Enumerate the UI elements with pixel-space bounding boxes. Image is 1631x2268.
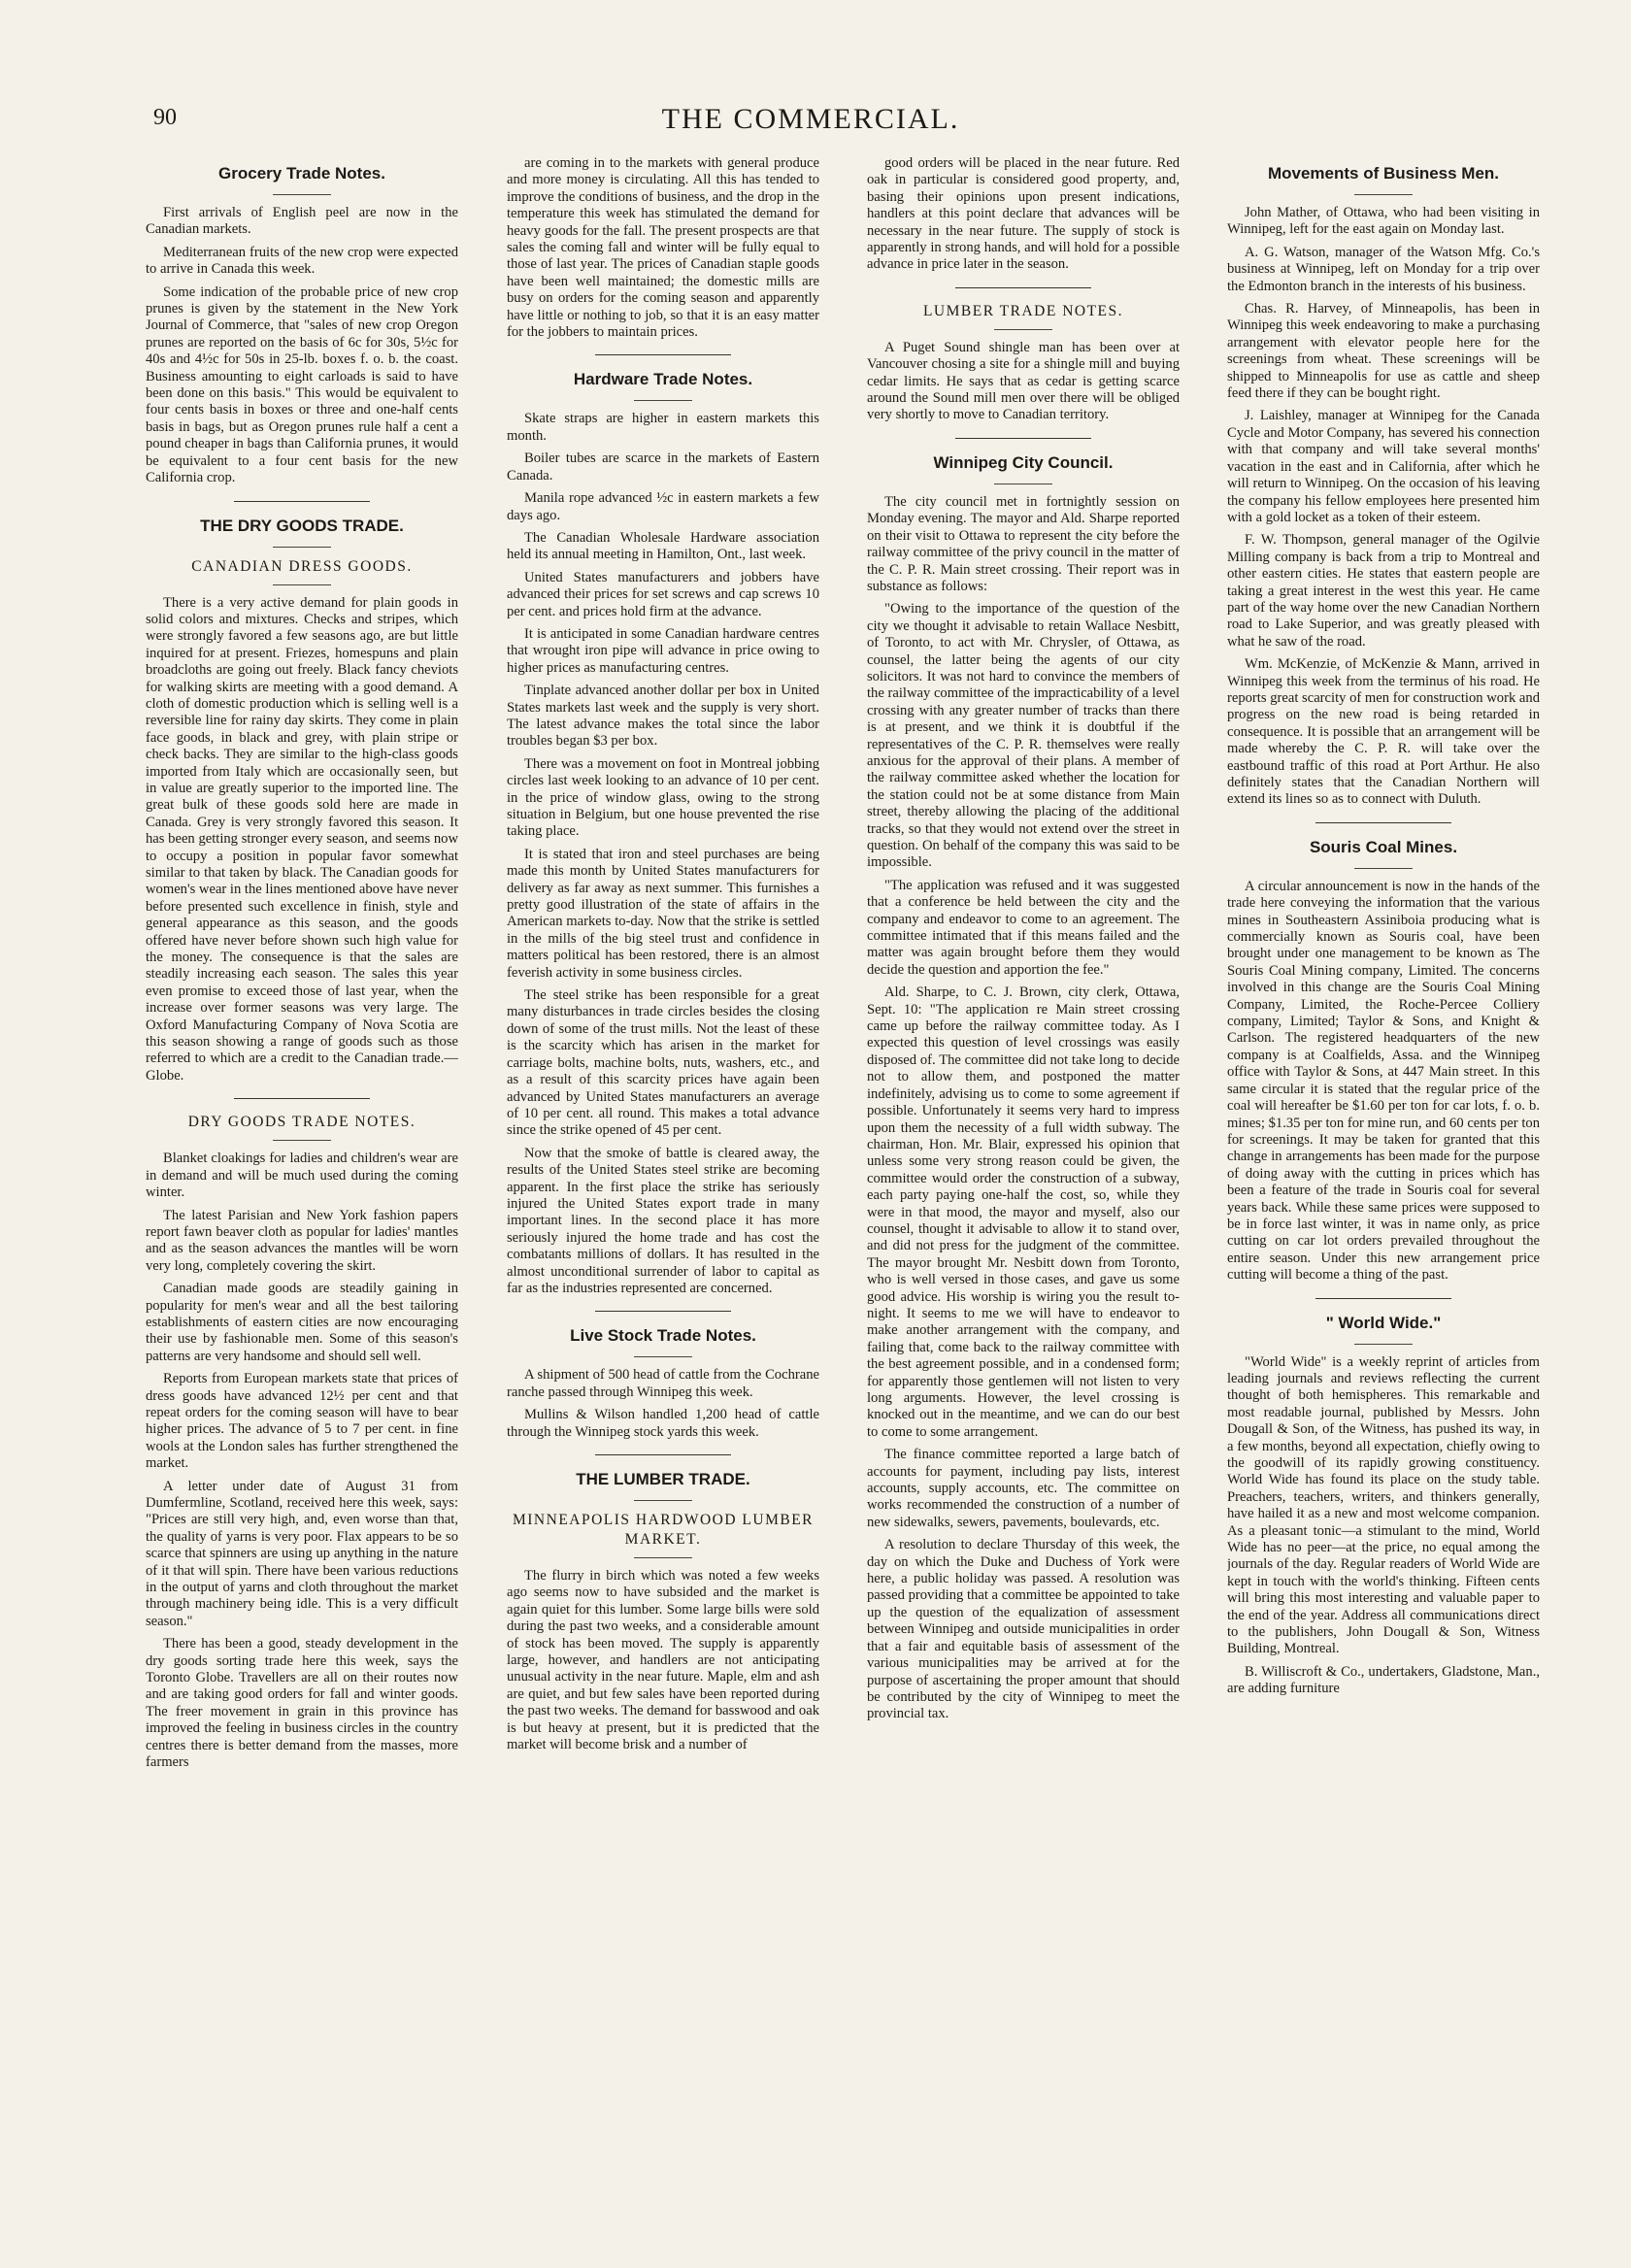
article-paragraph: Mullins & Wilson handled 1,200 head of cattle through the Winnipeg stock yards this week. (507, 1407, 819, 1440)
article-section (1227, 163, 1540, 809)
article-paragraph: First arrivals of English peel are now in the Canadian markets. (146, 205, 458, 238)
article-paragraph: Ald. Sharpe, to C. J. Brown, city clerk, Ottawa, Sept. 10: "The application re Main street crossing came up before the railway committee today. As I expected this question of level crossings was easily disposed of. The committee did not take long to decide not to allow them, and postponed the matter indefinitely, advising us to come to some agreement if possible. Unfortunately it seems very hard to impress upon them the necessity of a full width subway. The chairman, Hon. Mr. Blair, expressed his opinion that unless some very strong reason could be given, the committee would order the construction of a subway, each party paying one-half the cost, so, while they were in that mood, the mayor and myself, also our counsel, thought it advisable to allow it to stand over, and did not press for the judgment of the committee. The mayor brought Mr. Nesbitt down from Toronto, who is well versed in those cases, and gave us some good advice. His worship is wiring you the result to-night. It seems to me we will have to endeavor to make another arrangement with the company, and failing that, come back to the railway committee with the best agreement possible, and in a condensed form; for apparently those gentlemen will not listen to very long arguments. However, the level crossing is knocked out in the meantime, and we can do our best to come to some arrangement. (867, 984, 1180, 1440)
article-paragraph: F. W. Thompson, general manager of the Ogilvie Milling company is back from a trip to Montreal and other eastern cities. He states that eastern people are taking a great interest in the west this year. He came part of the way home over the new Canadian Northern road to Lake Superior, and was greatly pleased with what he saw of the road. (1227, 532, 1540, 650)
article-paragraph: A Puget Sound shingle man has been over at Vancouver chosing a site for a shingle mill and buying cedar limits. He says that as cedar is getting scarce around the Sound mill men over there will be obliged very shortly to move to Canadian territory. (867, 339, 1180, 423)
article-paragraph: Some indication of the probable price of new crop prunes is given by the statement in the New York Journal of Commerce, that "sales of new crop Oregon prunes are reported on the basis of 6c for 30s, 5½c for 40s and 4½c for 50s in 25-lb. boxes f. o. b. the coast. Business amounting to eight carloads is said to have been done on this basis." This would be equivalent to four cents basis in boxes or three and one-half cents basis in bags, but as Oregon prunes rule half a cent a pound cheaper in bags than California prunes, it would be equivalent to a four cent basis for the new California crop. (146, 284, 458, 486)
article-paragraph: The Canadian Wholesale Hardware association held its annual meeting in Hamilton, Ont., last week. (507, 529, 819, 563)
article-heading: Souris Coal Mines. (1309, 837, 1458, 856)
article-paragraph: Now that the smoke of battle is cleared away, the results of the United States steel strike are becoming apparent. In the first place the strike has seriously injured the United States export trade in many important lines. In the second place it has more seriously injured the home trade and has cost the combatants millions of dollars. It has resulted in the almost unconditional surrender of labor to capital as far as the industries represented are concerned. (507, 1145, 819, 1296)
article-heading: " World Wide." (1325, 1313, 1442, 1332)
section-divider (595, 1454, 731, 1455)
article-section (507, 155, 819, 341)
heading-rule (273, 547, 331, 548)
article-paragraph: It is anticipated in some Canadian hardware centres that wrought iron pipe will advance in price owing to higher prices as manufacturing centres. (507, 625, 819, 676)
section-divider (955, 287, 1091, 288)
subheading-rule (634, 1557, 692, 1558)
article-paragraph: Tinplate advanced another dollar per box in United States markets last week and the supply is very short. The latest advance makes the total since the labor troubles began $3 per box. (507, 683, 819, 750)
section-divider (1315, 822, 1451, 823)
article-paragraph: Wm. McKenzie, of McKenzie & Mann, arrived in Winnipeg this week from the terminus of his road. He reports great scarcity of men for construction work and progress on the new road is being retarded in consequence. It is possible that an arrangement will be made whereby the C. P. R. will take over the eastbound traffic of this road at Port Arthur. He also definitely states that the Canadian Northern will extend its lines so as to connect with Duluth. (1227, 656, 1540, 808)
article-section (507, 1311, 819, 1441)
article-subheading: LUMBER TRADE NOTES. (922, 302, 1124, 319)
article-paragraph: A letter under date of August 31 from Dumfermline, Scotland, received here this week, says: "Prices are still very high, and, even worse than that, the quality of yarns is very poor. Flax appears to be so scarce that spinners are using up anything in the nature of it that will spin. There have been various reductions in the output of yarns and cloth throughout the market through machinery being idle. This is a very difficult season." (146, 1478, 458, 1629)
article-paragraph: Canadian made goods are steadily gaining in popularity for men's wear and all the best tailoring establishments of eastern cities are now encouraging their use by fashionable men. Some of this season's patterns are very handsome and should sell well. (146, 1281, 458, 1364)
article-paragraph: Skate straps are higher in eastern markets this month. (507, 411, 819, 444)
article-section (867, 155, 1180, 274)
article-section (1227, 822, 1540, 1284)
subheading-rule (273, 1140, 331, 1141)
article-paragraph: Blanket cloakings for ladies and children's wear are in demand and will be much used during the coming winter. (146, 1151, 458, 1201)
article-subheading: DRY GOODS TRADE NOTES. (187, 1114, 416, 1131)
column-3 (867, 155, 1180, 2233)
article-section (146, 501, 458, 1085)
article-subheading: CANADIAN DRESS GOODS. (191, 557, 413, 575)
article-paragraph: B. Williscroft & Co., undertakers, Gladstone, Man., are adding furniture (1227, 1663, 1540, 1697)
heading-rule (634, 400, 692, 401)
article-heading: Winnipeg City Council. (933, 452, 1114, 472)
article-paragraph: Boiler tubes are scarce in the markets of Eastern Canada. (507, 450, 819, 484)
column-4 (1227, 155, 1540, 2233)
heading-rule (1354, 1344, 1413, 1345)
article-paragraph: There is a very active demand for plain goods in solid colors and mixtures. Checks and stripes, which were strongly favored a few seasons ago, are but little inquired for at present. Friezes, homespuns and plain broadcloths are going out freely. Black fancy cheviots for walking skirts are meeting with a good demand. A cloth of domestic production which is selling well is a reversible line for rainy day skirts. They come in plain face goods, in black and grey, with plain stripe or check backs. They are similar to the high-class goods imported from Italy which are occasionally seen, but in value are greatly superior to the imported line. The great bulk of these goods sold here are made in Canada. Grey is very strongly favored this season. It has been getting stronger every season, and seems now to occupy a position in popular favor somewhat similar to that taken by black. The Canadian goods for women's wear in the lines mentioned above have never before presented such excellence in finish, style and general appearance as this season, and the goods offered have never before shown such high value for the money. The consequence is that the sales are steadily increasing each season. The sales this year even promise to exceed those of last year, when the increase over former seasons was very large. The Oxford Manufacturing Company of Nova Scotia are this season showing a range of goods such as those referred to which are a credit to the Canadian trade.—Globe. (146, 594, 458, 1084)
article-paragraph: A. G. Watson, manager of the Watson Mfg. Co.'s business at Winnipeg, left on Monday for a trip over the Edmonton branch in the interests of his business. (1227, 244, 1540, 294)
article-heading: THE DRY GOODS TRADE. (200, 516, 404, 535)
article-paragraph: It is stated that iron and steel purchases are being made this month by United States manufacturers for delivery as far away as next summer. This furnishes a pretty good illustration of the state of affairs in the American markets to-day. Now that the strike is settled in the mills of the big steel trust and confidence in matters political has been restored, there is an almost feverish activity in some business circles. (507, 846, 819, 981)
heading-rule (634, 1356, 692, 1357)
article-paragraph: Manila rope advanced ½c in eastern markets a few days ago. (507, 490, 819, 523)
section-divider (595, 354, 731, 355)
article-section (867, 287, 1180, 424)
article-paragraph: A shipment of 500 head of cattle from the Cochrane ranche passed through Winnipeg this week. (507, 1367, 819, 1400)
section-divider (234, 1098, 370, 1099)
page-number: 90 (153, 105, 177, 130)
article-paragraph: There was a movement on foot in Montreal jobbing circles last week looking to an advance of 10 per cent. in the price of window glass, owing to the strong situation in Belgium, but one house prevented the rise taking place. (507, 755, 819, 840)
column-1 (146, 155, 458, 2233)
heading-rule (1354, 868, 1413, 869)
subheading-rule (273, 584, 331, 585)
article-paragraph: good orders will be placed in the near future. Red oak in particular is considered good property, and, basing their opinions upon present indications, handlers at this point declare that advances will be necessary in the near future. The supply of stock is apparently in strong hands, and will hold for a possible advance in price later in the season. (867, 155, 1180, 273)
section-divider (595, 1311, 731, 1312)
article-paragraph: John Mather, of Ottawa, who had been visiting in Winnipeg, left for the east again on Monday last. (1227, 205, 1540, 238)
article-paragraph: The city council met in fortnightly session on Monday evening. The mayor and Ald. Sharpe reported on their visit to Ottawa to represent the city before the railway committee of the privy council in the matter of the C. P. R. Main street crossing. Their report was in substance as follows: (867, 493, 1180, 594)
article-paragraph: J. Laishley, manager at Winnipeg for the Canada Cycle and Motor Company, has severed his connection with that company and will take several months' vacation in the east and in California, after which he will return to Winnipeg. On the occasion of his leaving the company his fellow employees here presented him with a gold locket as a token of their esteem. (1227, 408, 1540, 525)
article-paragraph: "Owing to the importance of the question of the city we thought it advisable to retain Wallace Nesbitt, of Toronto, to act with Mr. Chrysler, of Ottawa, as counsel, the latter being the agents of our city solicitors. It was not hard to convince the members of the railway committee of the impracticability of a level crossing with any greater number of tracks than there is at present, and we think it is doubtful if the representatives of the C. P. R. themselves were really anxious for the approval of their plans. A member of the railway committee asked whether the location for the station could not be at some distance from Main street, thereby allowing the placing of the additional tracks, so that they would not extend over the street in question. On behalf of the company this was said to be impossible. (867, 601, 1180, 871)
article-heading: Grocery Trade Notes. (218, 164, 385, 183)
column-2 (507, 155, 819, 2233)
article-paragraph: Chas. R. Harvey, of Minneapolis, has been in Winnipeg this week endeavoring to make a purchasing arrangement with elevator people here for the screenings from wheat. These screenings will be shipped to Minneapolis for use as cattle and sheep feed there if they can be bought right. (1227, 301, 1540, 402)
article-subheading: MINNEAPOLIS HARDWOOD LUMBER MARKET. (512, 1512, 815, 1548)
article-paragraph: "World Wide" is a weekly reprint of articles from leading journals and reviews reflecting the current thought of both hemispheres. This remarkable and most readable journal, published by Messrs. John Dougall & Son, of the Witness, has pushed its way, in a few months, beyond all expectation, chiefly owing to the goodwill of its rapidly growing constituency. World Wide has found its place on the study table. Preachers, teachers, writers, and thinkers generally, have hailed it as a new and most welcome companion. As a pleasant tonic—a stimulant to the mind, World Wide has no peer—at the price, no equal among the journals of the day. Regular readers of World Wide are kept in touch with the world's thinking. Fifteen cents will bring this most interesting and valuable paper to the end of the year. Address all communications direct to the publishers, John Dougall & Son, Witness Building, Montreal. (1227, 1353, 1540, 1657)
article-section (507, 354, 819, 1297)
article-heading: Movements of Business Men. (1267, 164, 1500, 183)
article-paragraph: Mediterranean fruits of the new crop were expected to arrive in Canada this week. (146, 244, 458, 278)
article-paragraph: "The application was refused and it was suggested that a conference be held between the city and the company and endeavor to come to an agreement. The committee intimated that if this means failed and the matter was again brought before them they would decide the question and apportion the fee." (867, 877, 1180, 978)
article-paragraph: The finance committee reported a large batch of accounts for payment, including pay lists, interest accounts, supply accounts, etc. The committee on works recommended the construction of a number of new sidewalks, sewers, pavements, boulevards, etc. (867, 1447, 1180, 1530)
heading-rule (273, 194, 331, 195)
journal-title: THE COMMERCIAL. (661, 103, 960, 135)
article-paragraph: Reports from European markets state that prices of dress goods have advanced 12½ per cent and that repeat orders for the coming season will have to bear higher prices. The advance of 5 to 7 per cent. in fine wools at the London sales has further strengthened the market. (146, 1371, 458, 1472)
article-section (146, 163, 458, 487)
page-header (116, 105, 1505, 144)
article-heading: Hardware Trade Notes. (573, 370, 753, 389)
section-divider (234, 501, 370, 502)
subheading-rule (994, 329, 1052, 330)
section-divider (1315, 1298, 1451, 1299)
article-heading: Live Stock Trade Notes. (570, 1326, 756, 1346)
article-section (146, 1098, 458, 1771)
article-paragraph: The flurry in birch which was noted a few weeks ago seems now to have subsided and the market is again quiet for this lumber. Some large bills were sold during the past two weeks, and a considerable amount of stock has been moved. The supply is apparently large, however, and handlers are not anticipating unusual activity in the near future. Maple, elm and ash are quiet, and but few sales have been reported during the past two weeks. The demand for basswood and oak is but heavy at present, but it is predicted that the market will become brisk and a number of (507, 1568, 819, 1753)
section-divider (955, 438, 1091, 439)
article-section (1227, 1298, 1540, 1698)
article-paragraph: A resolution to declare Thursday of this week, the day on which the Duke and Duchess of York were here, a public holiday was passed. A resolution was passed providing that a committee be appointed to take up the question of the equalization of assessment between Winnipeg and outside municipalities in order that a fair and equitable basis of assessment of the various municipalities may be arrived at for the purpose of ascertaining the proper amount that should be contributed by the city of Winnipeg to meet the provincial tax. (867, 1537, 1180, 1722)
article-section (507, 1454, 819, 1753)
article-paragraph: The latest Parisian and New York fashion papers report fawn beaver cloth as popular for ladies' mantles and as the season advances the mantles will be worn very long, completely covering the skirt. (146, 1207, 458, 1274)
article-paragraph: United States manufacturers and jobbers have advanced their prices for set screws and cap screws 10 per cent. and prices hold firm at the advance. (507, 569, 819, 619)
article-section (867, 438, 1180, 1723)
heading-rule (634, 1500, 692, 1501)
article-paragraph: There has been a good, steady development in the dry goods sorting trade here this week, says the Toronto Globe. Travellers are all on their routes now and are taking good orders for fall and winter goods. The freer movement in grain in this province has improved the feeling in business circles in the country centres there is better demand from the masses, more farmers (146, 1636, 458, 1771)
heading-rule (1354, 194, 1413, 195)
article-heading: THE LUMBER TRADE. (576, 1470, 750, 1488)
article-paragraph: are coming in to the markets with general produce and more money is circulating. All this has tended to improve the conditions of business, and the drop in the temperature this week has stimulated the demand for heavy goods for the fall. The present prospects are that sales the coming fall and winter will be fully equal to those of last year. The prices of Canadian staple goods have been well maintained; the domestic mills are busy on orders for the coming season and apparently have little or nothing to job, so that it is an easy matter for the jobbers to maintain prices. (507, 155, 819, 341)
article-paragraph: A circular announcement is now in the hands of the trade here conveying the information that the various mines in Southeastern Assiniboia producing what is commercially known as Souris coal, have been brought under one management to be known as The Souris Coal Mining company, Limited. The concerns involved in this change are the Souris Coal Mining Company, Limited, the Roche-Percee Colliery company, Limited; Taylor & Sons, and Knight & Carlson. The registered headquarters of the new company is at Coalfields, Assa. and the Winnipeg office with Taylor & Sons, at 447 Main street. In this same circular it is stated that the regular price of the coal will hereafter be $1.60 per ton for car lots, f. o. b. mines; $1.35 per ton for mine run, and 60 cents per ton for screenings. It may be taken for granted that this change in arrangements has been made for the purpose of doing away with the cutting in prices which has been a feature of the trade in Souris coal for several years back. While these same prices were supposed to be in force last winter, it was in name only, as price cutting on car lot orders prevailed throughout the entire season. Under this new arrangement price cutting will become a thing of the past. (1227, 878, 1540, 1284)
article-paragraph: The steel strike has been responsible for a great many disturbances in trade circles besides the closing down of some of the trust mills. Not the least of these is the scarcity which has arisen in the market for carriage bolts, machine bolts, nuts, washers, etc., and as a result of this scarcity prices have again been advanced by United States manufacturers an average of 10 per cent. all round. This makes a total advance since the strike opened of 45 per cent. (507, 987, 819, 1139)
